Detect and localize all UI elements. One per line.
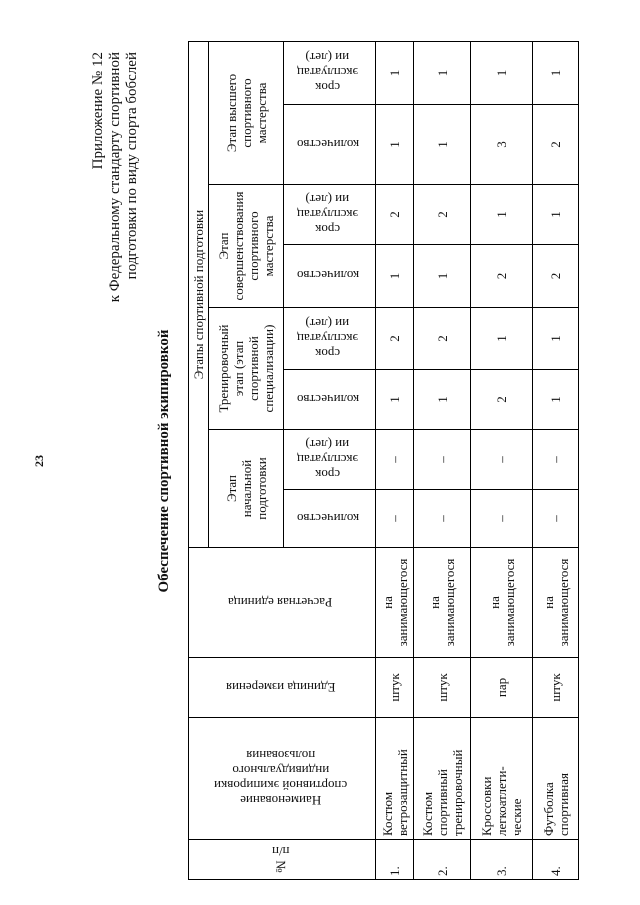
higher-stage-service-life: 1 xyxy=(471,41,533,104)
header-number-line: № xyxy=(273,859,288,875)
unit-cell: штук xyxy=(376,658,414,718)
higher-stage-quantity: 1 xyxy=(376,105,414,185)
appendix-line: Приложение № 12 xyxy=(90,52,106,170)
service-life-line: эксплуатац xyxy=(297,452,359,467)
initial-stage-service-life: – xyxy=(471,430,533,490)
row-number-cell: 3. xyxy=(471,840,533,880)
service-life-line: срок xyxy=(315,80,341,96)
calc-unit-cell xyxy=(533,548,579,658)
unit-cell: штук xyxy=(414,658,471,718)
higher-stage-service-life: 1 xyxy=(414,41,471,104)
header-stage-initial xyxy=(209,430,284,548)
training-stage-service-life: 2 xyxy=(414,308,471,370)
header-name-line: индивидуального xyxy=(232,763,329,779)
training-stage-service-life: 1 xyxy=(471,308,533,370)
improvement-stage-quantity: 1 xyxy=(414,245,471,308)
calc-unit-line: занимающегося xyxy=(555,558,571,647)
appendix-line: к Федеральному стандарту спортивной xyxy=(107,52,123,303)
improvement-stage-service-life: 2 xyxy=(414,185,471,245)
higher-stage-service-life: 1 xyxy=(376,41,414,104)
initial-stage-quantity: – xyxy=(376,490,414,548)
header-number xyxy=(189,840,376,880)
service-life-line: срок xyxy=(315,467,341,482)
appendix-block xyxy=(90,52,141,302)
higher-stage-service-life: 1 xyxy=(533,41,579,104)
service-life-line: срок xyxy=(315,222,341,237)
equipment-name-line: Костюм xyxy=(419,791,435,836)
initial-stage-quantity: – xyxy=(471,490,533,548)
stage-line: спортивного xyxy=(238,78,254,148)
row-number-cell: 2. xyxy=(414,840,471,880)
equipment-name-cell xyxy=(376,718,414,840)
subheader-service-life xyxy=(284,185,376,245)
page-number: 23 xyxy=(32,455,46,467)
stage-line: Тренировочный xyxy=(216,324,231,413)
stage-line: спортивной xyxy=(246,336,261,401)
calc-unit-line: на xyxy=(379,596,395,609)
subheader-quantity xyxy=(284,370,376,430)
initial-stage-quantity: – xyxy=(533,490,579,548)
equipment-name-line: ветрозащитный xyxy=(394,749,410,836)
calc-unit-line: на xyxy=(486,596,502,609)
service-life-line: ии (лет) xyxy=(306,50,350,66)
header-name-line: Наименование xyxy=(240,793,321,809)
improvement-stage-quantity: 1 xyxy=(376,245,414,308)
initial-stage-service-life: – xyxy=(376,430,414,490)
service-life-line: эксплуатац xyxy=(297,207,359,222)
calc-unit-line: на xyxy=(427,596,442,609)
stage-line: начальной xyxy=(238,459,254,518)
table-row xyxy=(533,41,579,879)
training-stage-quantity: 2 xyxy=(471,370,533,430)
stage-line: подготовки xyxy=(253,457,269,520)
initial-stage-service-life: – xyxy=(533,430,579,490)
table-row xyxy=(471,41,533,879)
subheader-quantity xyxy=(284,490,376,548)
stage-line: Этап высшего xyxy=(223,73,239,153)
row-number-cell: 1. xyxy=(376,840,414,880)
equipment-name-line: Костюм xyxy=(379,791,395,836)
table-row xyxy=(376,41,414,879)
appendix-line: подготовки по виду спорта бобслей xyxy=(124,52,140,280)
header-calc-unit xyxy=(189,548,376,658)
training-stage-quantity: 1 xyxy=(376,370,414,430)
stage-line: специализации) xyxy=(261,324,276,413)
improvement-stage-quantity: 2 xyxy=(533,245,579,308)
header-name-line: пользования xyxy=(246,748,315,764)
unit-cell: пар xyxy=(471,658,533,718)
calc-unit-cell xyxy=(471,548,533,658)
subheader-service-life xyxy=(284,308,376,370)
header-stage-higher xyxy=(209,41,284,184)
higher-stage-quantity: 2 xyxy=(533,105,579,185)
subheader-service-life xyxy=(284,41,376,104)
header-name-line: спортивной экипировки xyxy=(213,778,348,794)
equipment-table xyxy=(188,41,579,880)
header-row xyxy=(189,41,209,879)
table-body xyxy=(376,41,579,879)
improvement-stage-service-life: 2 xyxy=(376,185,414,245)
table-header xyxy=(189,41,376,879)
header-stage-improvement xyxy=(209,185,284,308)
stage-line: совершенствования xyxy=(231,191,246,301)
header-unit-label: Единица измерения xyxy=(225,680,336,695)
quantity-label: количество xyxy=(296,392,360,407)
header-equipment-name xyxy=(189,718,376,840)
subheader-quantity xyxy=(284,245,376,308)
service-life-line: эксплуатац xyxy=(297,65,359,81)
service-life-line: ии (лет) xyxy=(306,316,350,331)
equipment-name-cell xyxy=(533,718,579,840)
equipment-name-line: ческие xyxy=(509,798,524,836)
training-stage-quantity: 1 xyxy=(533,370,579,430)
header-stage-training xyxy=(209,308,284,430)
service-life-line: эксплуатац xyxy=(297,331,359,346)
initial-stage-quantity: – xyxy=(414,490,471,548)
service-life-line: срок xyxy=(315,346,341,361)
header-unit xyxy=(189,658,376,718)
calc-unit-line: на xyxy=(540,596,556,609)
equipment-name-line: тренировочный xyxy=(449,749,465,836)
stage-line: этап (этап xyxy=(231,340,246,397)
higher-stage-quantity: 1 xyxy=(414,105,471,185)
training-stage-quantity: 1 xyxy=(414,370,471,430)
row-number-cell: 4. xyxy=(533,840,579,880)
stage-line: мастерства xyxy=(261,215,276,277)
calc-unit-line: занимающегося xyxy=(501,558,517,647)
document-title: Обеспечение спортивной экипировкой xyxy=(156,329,172,593)
stage-line: Этап xyxy=(216,232,231,260)
equipment-name-line: спортивная xyxy=(555,772,571,836)
improvement-stage-service-life: 1 xyxy=(533,185,579,245)
quantity-label: количество xyxy=(296,268,360,284)
header-calc-unit-label: Расчетная единица xyxy=(228,595,333,610)
initial-stage-service-life: – xyxy=(414,430,471,490)
unit-cell: штук xyxy=(533,658,579,718)
table-row xyxy=(414,41,471,879)
calc-unit-line: занимающегося xyxy=(394,558,410,647)
service-life-line: ии (лет) xyxy=(306,437,350,452)
quantity-label: количество xyxy=(296,137,360,152)
subheader-quantity xyxy=(284,105,376,185)
equipment-name-line: Футболка xyxy=(540,782,556,836)
stage-line: Этап xyxy=(223,475,239,502)
equipment-name-cell xyxy=(414,718,471,840)
quantity-label: количество xyxy=(296,511,360,526)
calc-unit-cell xyxy=(376,548,414,658)
stage-line: мастерства xyxy=(253,82,269,144)
higher-stage-quantity: 3 xyxy=(471,105,533,185)
subheader-service-life xyxy=(284,430,376,490)
header-stages-group: Этапы спортивной подготовки xyxy=(189,41,209,547)
stage-line: спортивного xyxy=(246,211,261,281)
equipment-name-line: спортивный xyxy=(434,769,450,836)
equipment-name-line: легкоатлети- xyxy=(494,766,509,836)
equipment-name-line: Кроссовки xyxy=(479,776,494,836)
training-stage-service-life: 1 xyxy=(533,308,579,370)
calc-unit-line: занимающегося xyxy=(442,558,457,647)
improvement-stage-quantity: 2 xyxy=(471,245,533,308)
header-number-line: п/п xyxy=(271,844,290,860)
calc-unit-cell xyxy=(414,548,471,658)
improvement-stage-service-life: 1 xyxy=(471,185,533,245)
service-life-line: ии (лет) xyxy=(306,192,350,207)
equipment-name-cell xyxy=(471,718,533,840)
training-stage-service-life: 2 xyxy=(376,308,414,370)
